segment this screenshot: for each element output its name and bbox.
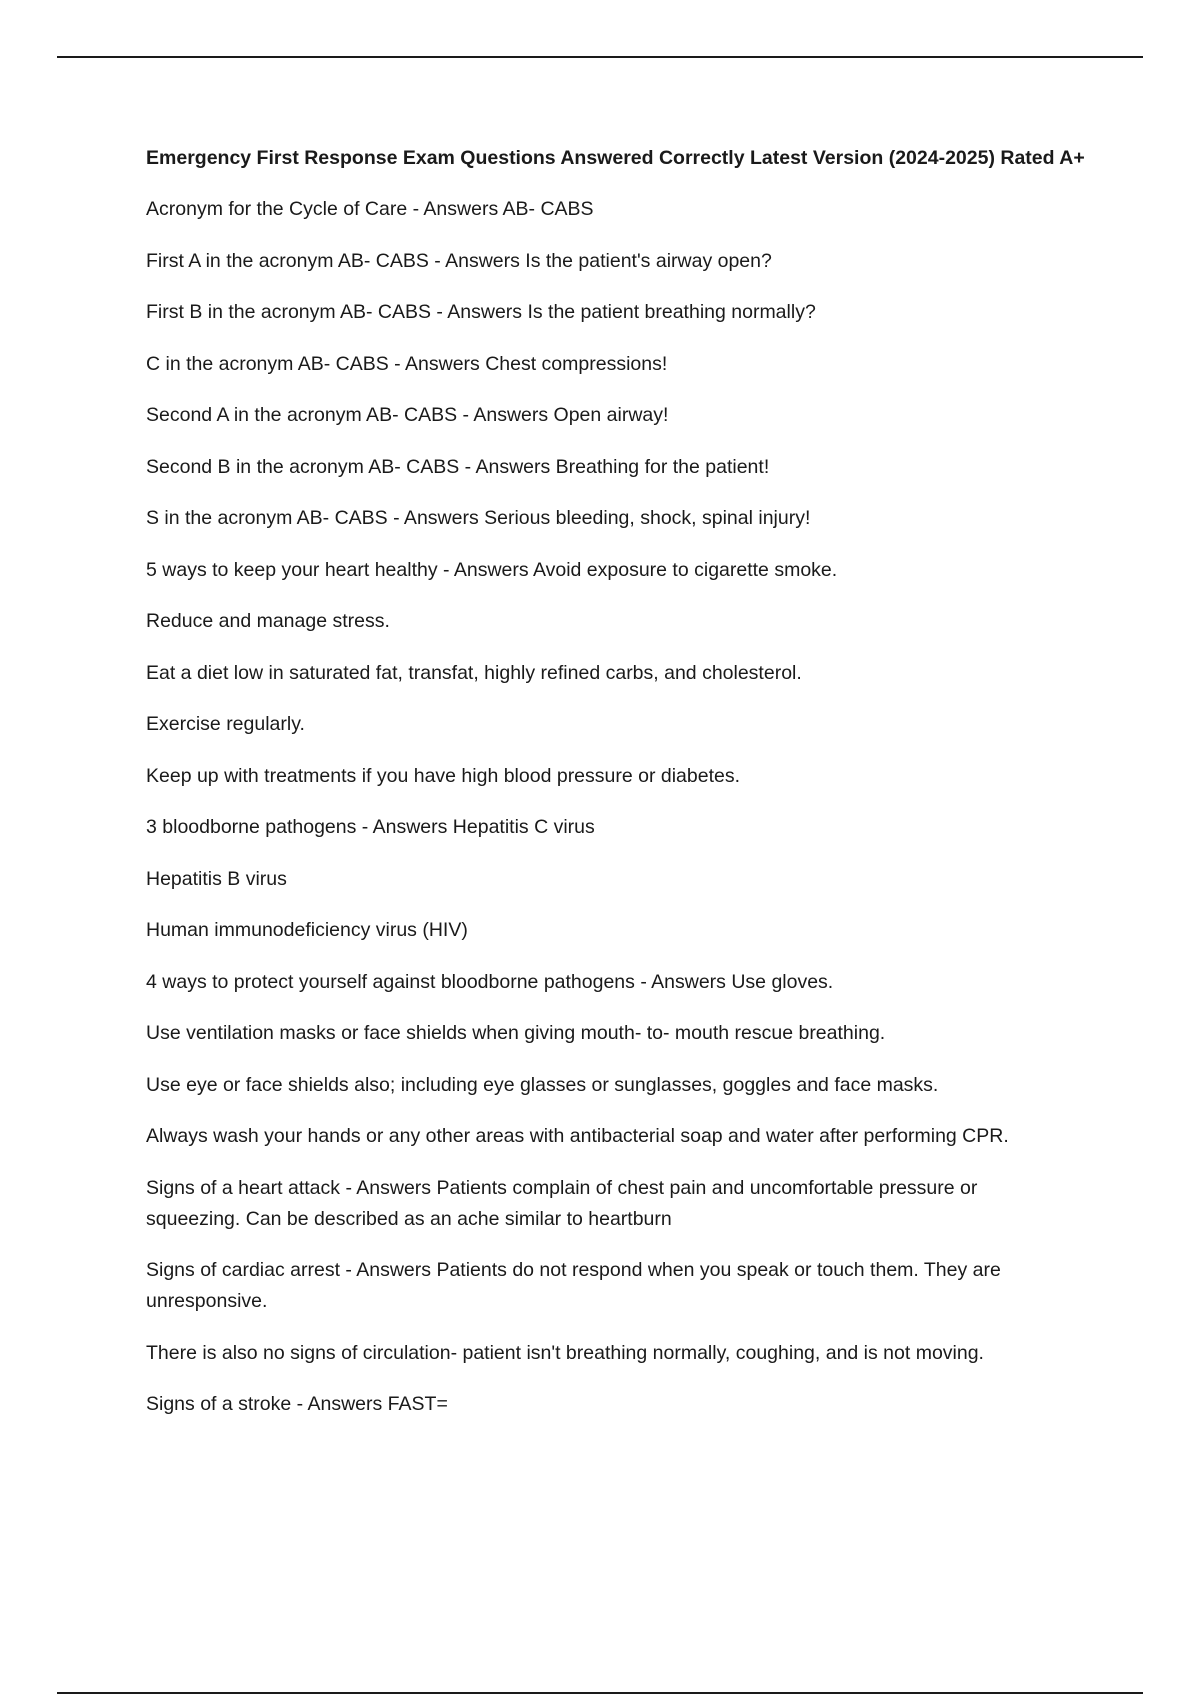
paragraph: Use ventilation masks or face shields when giving mouth- to- mouth rescue breathing. xyxy=(146,1022,886,1044)
paragraph: Signs of a stroke - Answers FAST= xyxy=(146,1393,448,1415)
paragraph: There is also no signs of circulation- patient isn't breathing normally, coughing, and is not moving. xyxy=(146,1341,984,1364)
paragraph: 5 ways to keep your heart healthy - Answers Avoid exposure to cigarette smoke. xyxy=(146,558,838,581)
paragraph: Hepatitis B virus xyxy=(146,867,287,890)
paragraph: Acronym for the Cycle of Care - Answers AB- CABS xyxy=(146,198,594,220)
paragraph: 4 ways to protect yourself against bloodborne pathogens - Answers Use gloves. xyxy=(146,970,834,993)
paragraph: C in the acronym AB- CABS - Answers Chest compressions! xyxy=(146,352,668,375)
paragraph: First A in the acronym AB- CABS - Answers Is the patient's airway open? xyxy=(146,249,772,272)
document-body xyxy=(146,143,1085,1441)
paragraph: Human immunodeficiency virus (HIV) xyxy=(146,919,468,941)
header-rule xyxy=(57,56,1143,58)
paragraph: Reduce and manage stress. xyxy=(146,610,390,632)
paragraph: S in the acronym AB- CABS - Answers Serious bleeding, shock, spinal injury! xyxy=(146,507,811,529)
paragraph: Second B in the acronym AB- CABS - Answers Breathing for the patient! xyxy=(146,455,770,478)
paragraph: Signs of cardiac arrest - Answers Patients do not respond when you speak or touch them. They are unresponsive. xyxy=(146,1259,1001,1312)
paragraph: 3 bloodborne pathogens - Answers Hepatitis C virus xyxy=(146,816,595,838)
paragraph: Eat a diet low in saturated fat, transfat, highly refined carbs, and cholesterol. xyxy=(146,661,802,684)
paragraph: Always wash your hands or any other areas with antibacterial soap and water after performing CPR. xyxy=(146,1125,1009,1147)
footer-rule xyxy=(57,1692,1143,1694)
paragraph: Second A in the acronym AB- CABS - Answers Open airway! xyxy=(146,404,669,426)
paragraph: Exercise regularly. xyxy=(146,713,305,735)
paragraph: Signs of a heart attack - Answers Patients complain of chest pain and uncomfortable pressure or squeezing. Can be described as an ache similar to heartburn xyxy=(146,1176,978,1230)
paragraph: Keep up with treatments if you have high blood pressure or diabetes. xyxy=(146,764,741,787)
paragraph: First B in the acronym AB- CABS - Answers Is the patient breathing normally? xyxy=(146,301,816,323)
paragraph: Use eye or face shields also; including eye glasses or sunglasses, goggles and face masks. xyxy=(146,1073,939,1096)
document-title: Emergency First Response Exam Questions Answered Correctly Latest Version (2024-2025) Rated A+ xyxy=(146,147,1085,169)
